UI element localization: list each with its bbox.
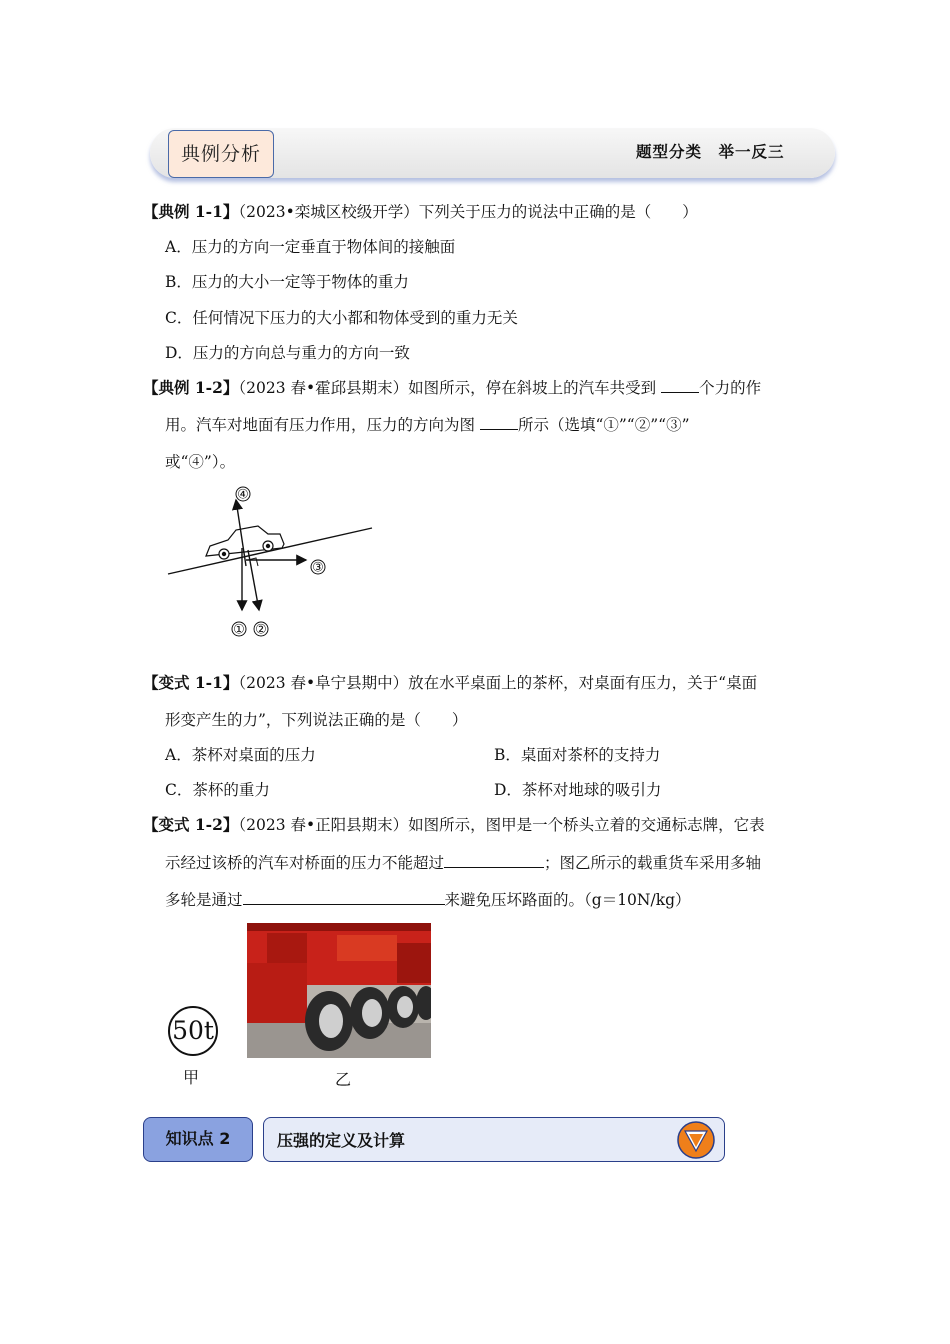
question-text: 所示（选填“①”“②”“③” (517, 416, 690, 434)
question-text: 用。汽车对地面有压力作用，压力的方向为图 (165, 416, 476, 434)
label-1: ① (233, 622, 245, 638)
question-text: （2023 春•正阳县期末）如图所示，图甲是一个桥头立着的交通标志牌，它表 (238, 816, 765, 834)
label-3: ③ (312, 560, 324, 576)
question-text: （2023•栾城区校级开学）下列关于压力的说法中正确的是（ ） (238, 203, 698, 221)
variant-1-1-line1 (143, 673, 757, 693)
car-icon (206, 526, 284, 559)
question-tag: 【典例 1-1】 (143, 202, 239, 221)
question-text: 来避免压坏路面的。（g＝10N/kg） (444, 891, 691, 909)
option-d: D．压力的方向总与重力的方向一致 (165, 344, 410, 362)
question-text: （2023 春•阜宁县期中）放在水平桌面上的茶杯，对桌面有压力，关于“桌面 (238, 674, 758, 692)
option-b: B．压力的大小一定等于物体的重力 (165, 273, 409, 291)
option-a: A．压力的方向一定垂直于物体间的接触面 (165, 238, 456, 256)
question-text: （2023 春•霍邱县期末）如图所示，停在斜坡上的汽车共受到 (238, 379, 657, 397)
caption-yi: 乙 (335, 1070, 352, 1089)
car-on-slope-figure (160, 478, 390, 643)
knowledge-point-label: 知识点 2 (143, 1117, 253, 1162)
question-1-2-line2 (165, 415, 690, 435)
option-d: D．茶杯对地球的吸引力 (494, 781, 662, 799)
label-2: ② (255, 622, 267, 638)
question-1-2-line1 (143, 378, 761, 398)
variant-1-2-line2 (165, 853, 761, 873)
option-b: B．桌面对茶杯的支持力 (494, 746, 661, 764)
question-1-2-line3: 或“④”）。 (165, 453, 236, 471)
variant-1-1-line2: 形变产生的力”，下列说法正确的是（ ） (165, 711, 468, 729)
variant-1-2-line3 (165, 890, 691, 910)
caption-jia: 甲 (183, 1068, 200, 1087)
question-text: 个力的作 (699, 379, 762, 397)
option-a: A．茶杯对桌面的压力 (165, 746, 316, 764)
section-subtitle: 题型分类 举一反三 (636, 143, 785, 161)
answer-blank[interactable] (480, 415, 518, 430)
option-c: C．茶杯的重力 (165, 781, 270, 799)
question-tag: 【典例 1-2】 (143, 378, 239, 397)
label-4: ④ (237, 487, 249, 503)
answer-blank[interactable] (444, 853, 544, 868)
answer-blank[interactable] (243, 890, 445, 905)
traffic-sign: 50t (168, 1006, 218, 1056)
question-tag: 【变式 1-2】 (143, 815, 239, 834)
question-tag: 【变式 1-1】 (143, 673, 239, 692)
truck-wheels-photo (247, 923, 431, 1058)
variant-1-2-line1 (143, 815, 765, 835)
question-text: 多轮是通过 (165, 891, 243, 909)
question-1-1 (143, 202, 698, 222)
question-text: 示经过该桥的汽车对桥面的压力不能超过 (165, 854, 445, 872)
knowledge-point-title: 压强的定义及计算 (277, 1131, 406, 1150)
option-c: C．任何情况下压力的大小都和物体受到的重力无关 (165, 309, 518, 327)
answer-blank[interactable] (661, 378, 699, 393)
chevron-down-icon[interactable] (676, 1120, 716, 1160)
question-text: ；图乙所示的载重货车采用多轴 (544, 854, 762, 872)
section-tab: 典例分析 (168, 130, 274, 178)
